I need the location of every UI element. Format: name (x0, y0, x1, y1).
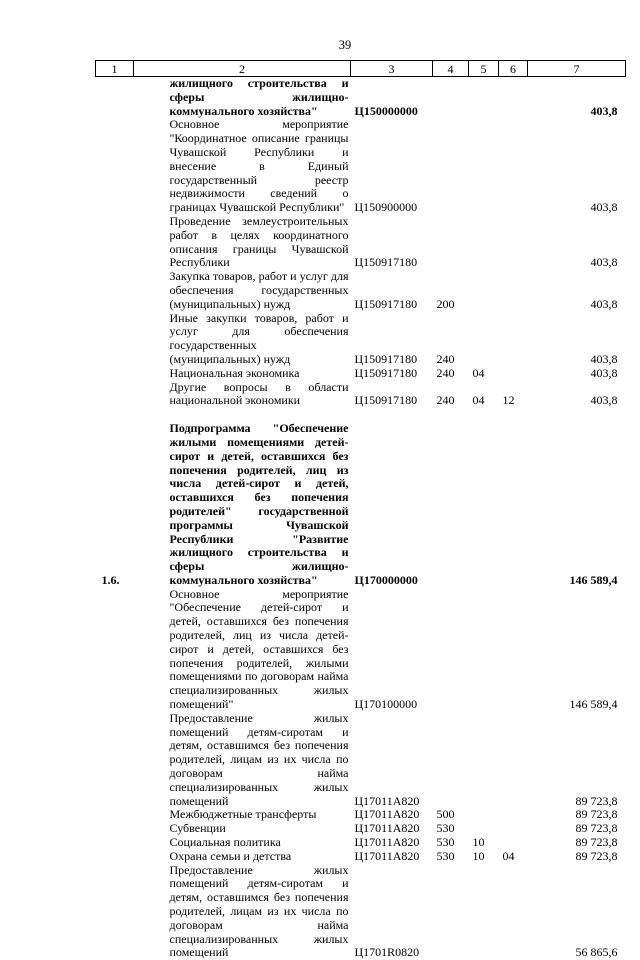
row-subsection (499, 367, 528, 381)
row-number (96, 118, 134, 215)
row-section (469, 808, 499, 822)
row-target-code: Ц150917180 (351, 270, 433, 311)
row-expense-type (433, 215, 469, 270)
header-row (96, 61, 626, 77)
table-row (96, 270, 626, 311)
header-col-1: 1 (96, 61, 134, 77)
row-expense-type: 530 (433, 822, 469, 836)
row-number (96, 77, 134, 119)
row-subsection (499, 808, 528, 822)
row-expense-type: 530 (433, 836, 469, 850)
header-col-3: 3 (351, 61, 433, 77)
table-body (96, 77, 626, 960)
row-amount: 403,8 (528, 215, 626, 270)
spacer-row (96, 408, 626, 422)
row-target-code: Ц150917180 (351, 312, 433, 367)
header-col-2: 2 (134, 61, 351, 77)
row-expense-type (433, 422, 469, 588)
table-row (96, 118, 626, 215)
row-amount: 403,8 (528, 381, 626, 409)
row-target-code: Ц17011А820 (351, 850, 433, 864)
row-expense-type: 530 (433, 850, 469, 864)
row-name: Подпрограмма "Обеспечение жилыми помещениями детей-сирот и детей, оставшихся без попечения родителей, лиц из числа детей-сирот и детей, оставшихся без попечения родителей" государственной программы Чувашской Республики "Развитие жилищного строительства и сферы жилищно-коммунального хозяйства" (134, 422, 351, 588)
table-row (96, 422, 626, 588)
row-subsection: 12 (499, 381, 528, 409)
row-amount: 89 723,8 (528, 822, 626, 836)
row-number (96, 270, 134, 311)
row-subsection (499, 118, 528, 215)
row-number (96, 312, 134, 367)
row-expense-type (433, 712, 469, 809)
row-section (469, 270, 499, 311)
row-expense-type: 240 (433, 312, 469, 367)
row-subsection (499, 712, 528, 809)
row-number (96, 588, 134, 712)
row-number (96, 367, 134, 381)
table-row (96, 367, 626, 381)
row-subsection (499, 822, 528, 836)
row-name: Другие вопросы в области национальной экономики (134, 381, 351, 409)
row-section (469, 118, 499, 215)
row-name: Проведение землеустроительных работ в целях координатного описания границы Чувашской Республики (134, 215, 351, 270)
row-name: жилищного строительства и сферы жилищно-коммунального хозяйства" (134, 77, 351, 119)
table-row (96, 864, 626, 960)
row-expense-type (433, 118, 469, 215)
row-subsection: 04 (499, 850, 528, 864)
row-number (96, 836, 134, 850)
row-target-code: Ц150900000 (351, 118, 433, 215)
spacer-cell (96, 408, 626, 422)
row-amount: 89 723,8 (528, 850, 626, 864)
table-row (96, 822, 626, 836)
row-section (469, 864, 499, 960)
table-row (96, 850, 626, 864)
row-number (96, 381, 134, 409)
row-subsection (499, 422, 528, 588)
row-target-code: Ц150917180 (351, 381, 433, 409)
row-subsection (499, 864, 528, 960)
table-row (96, 381, 626, 409)
row-name: Основное мероприятие "Обеспечение детей-сирот и детей, оставшихся без попечения родителей, лиц из числа детей-сирот и детей, оставшихся без попечения родителей, жилыми помещениями по договорам найма специализированных жилых помещений" (134, 588, 351, 712)
table-row (96, 77, 626, 119)
row-expense-type: 240 (433, 381, 469, 409)
row-expense-type: 200 (433, 270, 469, 311)
row-amount: 146 589,4 (528, 422, 626, 588)
row-subsection (499, 588, 528, 712)
row-amount: 56 865,6 (528, 864, 626, 960)
row-amount: 403,8 (528, 312, 626, 367)
header-col-4: 4 (433, 61, 469, 77)
row-amount: 403,8 (528, 118, 626, 215)
row-name: Основное мероприятие "Координатное описание границы Чувашской Республики и внесение в Единый государственный реестр недвижимости сведений о границах Чувашской Республики" (134, 118, 351, 215)
table-row (96, 712, 626, 809)
row-expense-type (433, 77, 469, 119)
row-number (96, 808, 134, 822)
row-target-code: Ц150917180 (351, 367, 433, 381)
row-target-code: Ц150000000 (351, 77, 433, 119)
row-subsection (499, 77, 528, 119)
row-section: 10 (469, 850, 499, 864)
row-number (96, 864, 134, 960)
row-target-code: Ц170100000 (351, 588, 433, 712)
row-expense-type: 240 (433, 367, 469, 381)
row-name: Национальная экономика (134, 367, 351, 381)
row-amount: 403,8 (528, 367, 626, 381)
row-name: Закупка товаров, работ и услуг для обеспечения государственных (муниципальных) нужд (134, 270, 351, 311)
row-subsection (499, 215, 528, 270)
row-number (96, 712, 134, 809)
row-section: 04 (469, 381, 499, 409)
page-number: 39 (0, 38, 640, 53)
row-expense-type: 500 (433, 808, 469, 822)
row-section (469, 422, 499, 588)
row-section (469, 215, 499, 270)
row-number (96, 215, 134, 270)
row-name: Предоставление жилых помещений детям-сиротам и детям, оставшимся без попечения родителей, лицам из их числа по договорам найма специализированных жилых помещений (134, 712, 351, 809)
header-col-5: 5 (469, 61, 499, 77)
row-amount: 89 723,8 (528, 836, 626, 850)
header-col-7: 7 (528, 61, 626, 77)
row-expense-type (433, 864, 469, 960)
row-amount: 89 723,8 (528, 808, 626, 822)
row-name: Социальная политика (134, 836, 351, 850)
header-col-6: 6 (499, 61, 528, 77)
row-target-code: Ц1701R0820 (351, 864, 433, 960)
row-name: Охрана семьи и детства (134, 850, 351, 864)
row-section (469, 588, 499, 712)
table-row (96, 312, 626, 367)
row-amount: 403,8 (528, 77, 626, 119)
row-number (96, 822, 134, 836)
row-name: Субвенции (134, 822, 351, 836)
row-amount: 146 589,4 (528, 588, 626, 712)
table-row (96, 836, 626, 850)
row-target-code: Ц17011А820 (351, 822, 433, 836)
row-expense-type (433, 588, 469, 712)
row-subsection (499, 270, 528, 311)
row-target-code: Ц170000000 (351, 422, 433, 588)
row-target-code: Ц17011А820 (351, 836, 433, 850)
row-target-code: Ц17011А820 (351, 808, 433, 822)
row-section (469, 77, 499, 119)
table-row (96, 808, 626, 822)
row-section (469, 312, 499, 367)
table-row (96, 215, 626, 270)
table-header (96, 61, 626, 77)
row-number: 1.6. (96, 422, 134, 588)
row-number (96, 850, 134, 864)
row-subsection (499, 836, 528, 850)
row-name: Предоставление жилых помещений детям-сиротам и детям, оставшимся без попечения родителей, лицам из их числа по договорам найма специализированных жилых помещений (134, 864, 351, 960)
row-amount: 403,8 (528, 270, 626, 311)
row-name: Иные закупки товаров, работ и услуг для обеспечения государственных (муниципальных) нужд (134, 312, 351, 367)
row-amount: 89 723,8 (528, 712, 626, 809)
row-section: 04 (469, 367, 499, 381)
table-row (96, 588, 626, 712)
row-target-code: Ц150917180 (351, 215, 433, 270)
row-section (469, 822, 499, 836)
row-section: 10 (469, 836, 499, 850)
row-subsection (499, 312, 528, 367)
budget-table (95, 60, 626, 960)
row-target-code: Ц17011А820 (351, 712, 433, 809)
row-name: Межбюджетные трансферты (134, 808, 351, 822)
row-section (469, 712, 499, 809)
